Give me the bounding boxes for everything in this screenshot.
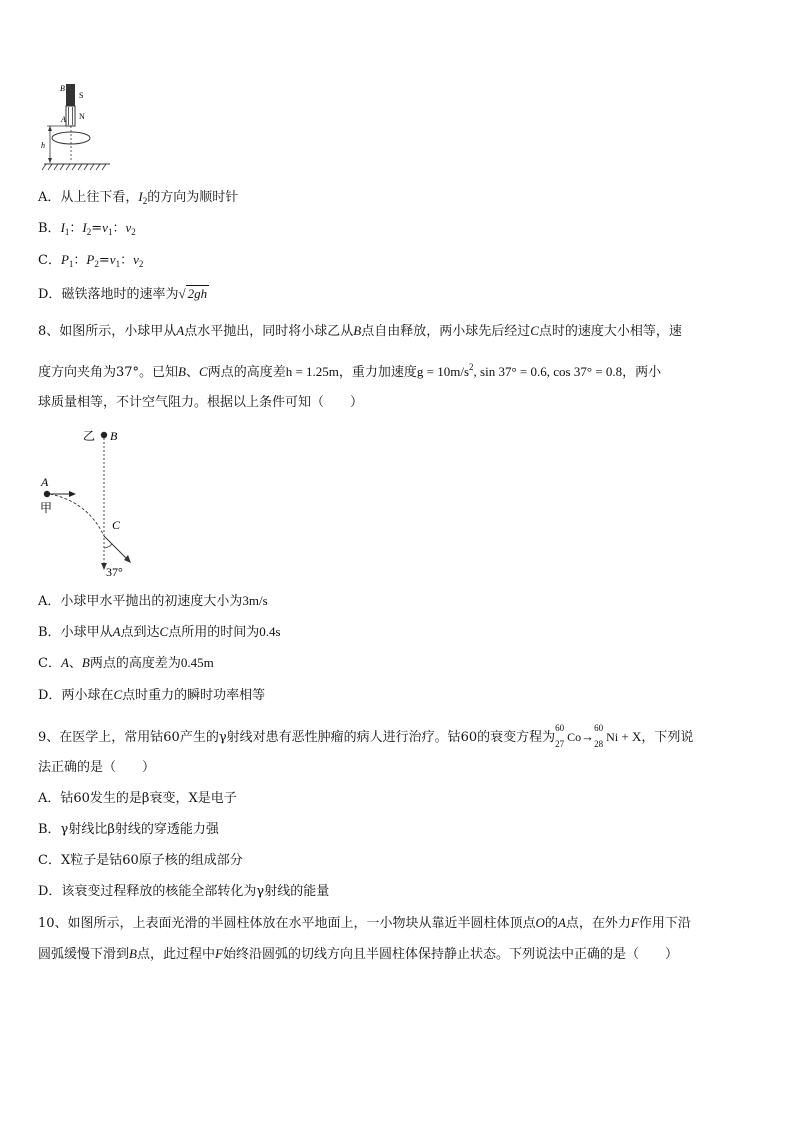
sqrt-expression: √ 2gh [178, 286, 208, 301]
q7-option-a[interactable]: A．从上往下看，$I_2$的方向为顺时针 [38, 189, 239, 206]
label-n: N [79, 112, 85, 121]
label-h: h [41, 141, 45, 150]
q7-option-d[interactable]: D．磁铁落地时的速率为√ 2gh [38, 286, 208, 302]
q9-option-b[interactable]: B．γ射线比β射线的穿透能力强 [38, 822, 219, 837]
q7-option-b[interactable]: B．$I_1$：$I_2=v_1$：$v_2$ [38, 220, 136, 237]
q9-stem-line-1: 9、在医学上，常用钴60产生的γ射线对患有恶性肿瘤的病人进行治疗。钴60的衰变方程为 60 27 Co→ 60 28 Ni + X，下列说 [38, 723, 694, 749]
ball-b [101, 432, 107, 438]
label-b: B [60, 84, 65, 93]
label-angle: 37° [106, 565, 123, 579]
q8-option-a[interactable]: A．小球甲水平抛出的初速度大小为3m/s [38, 593, 268, 609]
label-s: S [79, 91, 84, 100]
q8-stem-line-1: 8、如图所示，小球甲从A点水平抛出，同时将小球乙从B点自由释放，两小球先后经过C点时的速度大小相等，速 [38, 323, 682, 339]
magnet-s-pole [66, 84, 75, 106]
q8-stem-line-2: 度方向夹角为37°。已知B、C两点的高度差h = 1.25m，重力加速度$g = 10m/s^2$, sin 37° = 0.6, cos 37° = 0.8，两小 [38, 362, 662, 380]
q8-option-c[interactable]: C．A、B两点的高度差为0.45m [38, 655, 214, 671]
nuclide-ni: 60 28 Ni [594, 723, 619, 749]
q9-option-d[interactable]: D．该衰变过程释放的核能全部转化为γ射线的能量 [38, 884, 330, 899]
label-c: C [112, 518, 121, 532]
q10-stem-line-2: 圆弧缓慢下滑到B点，此过程中F始终沿圆弧的切线方向且半圆柱体保持静止状态。下列说法中正确的是（ ） [38, 946, 678, 962]
velocity-c [104, 536, 128, 560]
q8-option-d[interactable]: D．两小球在C点时重力的瞬时功率相等 [38, 687, 266, 703]
label-jia: 甲 [40, 501, 53, 515]
magnet-n-pole [66, 106, 75, 126]
ball-a [44, 491, 50, 497]
q8-option-b[interactable]: B．小球甲从A点到达C点所用的时间为0.4s [38, 624, 281, 640]
label-yi: 乙 [83, 429, 96, 443]
q7-option-c[interactable]: C．$P_1$：$P_2=v_1$：$v_2$ [38, 252, 144, 269]
q10-stem-line-1: 10、如图所示，上表面光滑的半圆柱体放在水平地面上，一小物块从靠近半圆柱体顶点O的A点，在外力F作用下沿 [38, 915, 691, 931]
label-a: A [61, 115, 66, 124]
q9-option-a[interactable]: A．钴60发生的是β衰变，X是电子 [38, 791, 237, 806]
label-b: B [110, 429, 118, 443]
q9-stem-line-2: 法正确的是（ ） [38, 760, 156, 775]
q8-stem-line-3: 球质量相等，不计空气阻力。根据以上条件可知（ ） [38, 395, 364, 410]
trajectory [50, 494, 104, 536]
label-a: A [41, 475, 49, 489]
magnet-ring-figure [38, 78, 114, 176]
projectile-figure [36, 424, 146, 580]
q9-option-c[interactable]: C．X粒子是钴60原子核的组成部分 [38, 853, 243, 868]
nuclide-co: 60 27 Co [555, 723, 582, 749]
